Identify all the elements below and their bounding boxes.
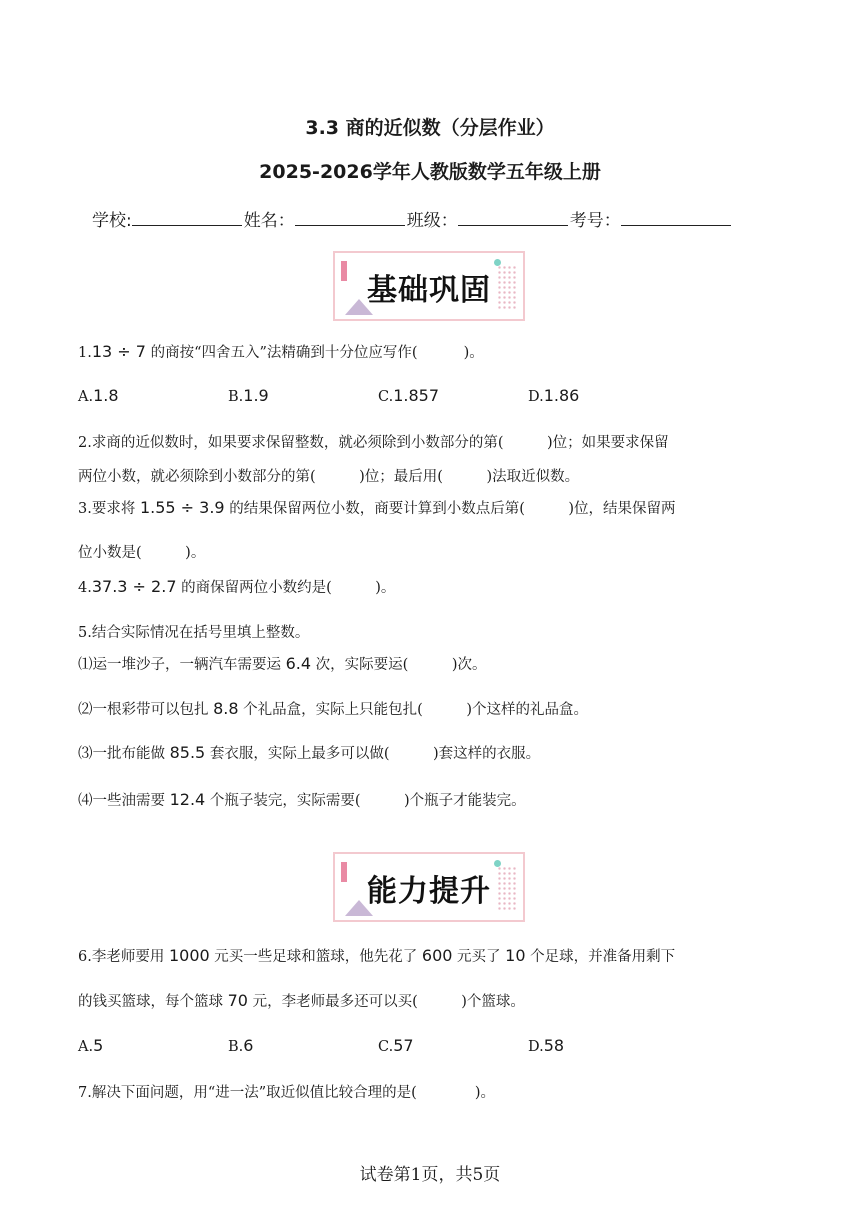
question-3 — [78, 497, 676, 518]
q6-option-c[interactable] — [378, 1036, 414, 1055]
question-6-line-1 — [78, 945, 675, 966]
q1-option-d[interactable] — [528, 386, 579, 405]
q3-text-a: 3.要求将 — [78, 501, 136, 517]
sub-text: ⑷一些油需要 — [78, 793, 165, 809]
q6-text: 元，李老师最多还可以买( )个篮球。 — [252, 994, 525, 1010]
question-5-sub-3 — [78, 742, 540, 763]
option-value: 57 — [393, 1036, 414, 1055]
sub-number: 85.5 — [169, 743, 206, 762]
option-value: 6 — [243, 1036, 254, 1055]
question-1 — [78, 341, 484, 362]
class-blank[interactable] — [458, 210, 568, 226]
question-2-line-1: 2.求商的近似数时，如果要求保留整数，就必须除到小数部分的第( )位；如果要求保留 — [78, 435, 669, 451]
option-value: 1.9 — [243, 386, 269, 405]
sub-text: 个礼品盒，实际上只能包扎( )个这样的礼品盒。 — [243, 702, 588, 718]
option-label: C. — [378, 389, 394, 405]
option-value: 5 — [93, 1036, 104, 1055]
question-4 — [78, 576, 395, 597]
sub-text: 个瓶子装完，实际需要( )个瓶子才能装完。 — [209, 793, 526, 809]
q1-text: 的商按“四舍五入”法精确到十分位应写作( — [150, 345, 418, 361]
q6-number: 600 — [421, 946, 453, 965]
q1-expression: 13 ÷ 7 — [91, 342, 146, 361]
q3-expression: 1.55 ÷ 3.9 — [139, 498, 225, 517]
q6-text: 元买了 — [457, 949, 501, 965]
option-label: B. — [228, 1039, 244, 1055]
school-label: 学校: — [92, 211, 132, 231]
q1-option-c[interactable] — [378, 386, 439, 405]
q4-expression: 37.3 ÷ 2.7 — [91, 577, 177, 596]
q6-option-d[interactable] — [528, 1036, 564, 1055]
q1-option-a[interactable] — [78, 386, 119, 405]
sub-text: ⑶一批布能做 — [78, 746, 165, 762]
q6-option-a[interactable] — [78, 1036, 103, 1055]
question-3-line-2: 位小数是( )。 — [78, 545, 206, 561]
q3-text-b: 的结果保留两位小数，商要计算到小数点后第( )位，结果保留两 — [229, 501, 676, 517]
q6-number: 70 — [227, 991, 248, 1010]
q4-text: 的商保留两位小数约是( )。 — [181, 580, 396, 596]
sub-text: ⑴运一堆沙子，一辆汽车需要运 — [78, 657, 281, 673]
question-2-line-2: 两位小数，就必须除到小数部分的第( )位；最后用( )法取近似数。 — [78, 469, 580, 485]
section-title-advanced: 能力提升 — [367, 874, 491, 909]
option-label: D. — [528, 389, 544, 405]
student-info-line — [92, 206, 733, 231]
q6-number: 1000 — [168, 946, 210, 965]
name-blank[interactable] — [295, 210, 405, 226]
page-footer: 试卷第1页，共5页 — [359, 1165, 501, 1185]
section-banner-advanced — [333, 852, 525, 922]
option-label: D. — [528, 1039, 544, 1055]
q4-number: 4. — [78, 580, 92, 596]
q1-option-b[interactable] — [228, 386, 269, 405]
q6-option-b[interactable] — [228, 1036, 253, 1055]
sub-text: ⑵一根彩带可以包扎 — [78, 702, 209, 718]
question-5-stem: 5.结合实际情况在括号里填上整数。 — [78, 625, 310, 641]
school-blank[interactable] — [132, 210, 242, 226]
q1-end: )。 — [463, 345, 484, 361]
q6-text: 6.李老师要用 — [78, 949, 165, 965]
option-label: C. — [378, 1039, 394, 1055]
question-5-sub-1 — [78, 653, 487, 674]
q6-text: 的钱买篮球，每个篮球 — [78, 994, 223, 1010]
question-5-sub-4 — [78, 789, 526, 810]
sub-number: 8.8 — [213, 699, 239, 718]
option-label: B. — [228, 389, 244, 405]
question-5-sub-2 — [78, 698, 588, 719]
name-label: 姓名： — [243, 211, 295, 231]
option-label: A. — [78, 389, 94, 405]
sub-number: 6.4 — [285, 654, 312, 673]
q6-text: 个足球，并准备用剩下 — [530, 949, 676, 965]
section-banner-basic — [333, 251, 525, 321]
exam-number-label: 考号： — [569, 211, 621, 231]
option-value: 1.857 — [393, 386, 439, 405]
option-value: 1.86 — [543, 386, 580, 405]
question-7: 7.解决下面问题，用“进一法”取近似值比较合理的是( )。 — [78, 1085, 495, 1101]
q1-number: 1. — [78, 345, 92, 361]
section-title-basic: 基础巩固 — [367, 273, 491, 308]
sub-text: 次，实际要运( )次。 — [315, 657, 487, 673]
class-label: 班级： — [406, 211, 458, 231]
sub-number: 12.4 — [169, 790, 206, 809]
option-value: 1.8 — [93, 386, 119, 405]
page-title: 3.3 商的近似数（分层作业） — [305, 117, 555, 139]
option-value: 58 — [543, 1036, 565, 1055]
q6-number: 10 — [505, 946, 526, 965]
sub-text: 套衣服，实际上最多可以做( )套这样的衣服。 — [209, 746, 541, 762]
q6-text: 元买一些足球和篮球，他先花了 — [214, 949, 418, 965]
exam-number-blank[interactable] — [621, 210, 731, 226]
question-6-line-2 — [78, 990, 525, 1011]
page-subtitle: 2025-2026学年人教版数学五年级上册 — [259, 161, 601, 183]
option-label: A. — [78, 1039, 94, 1055]
